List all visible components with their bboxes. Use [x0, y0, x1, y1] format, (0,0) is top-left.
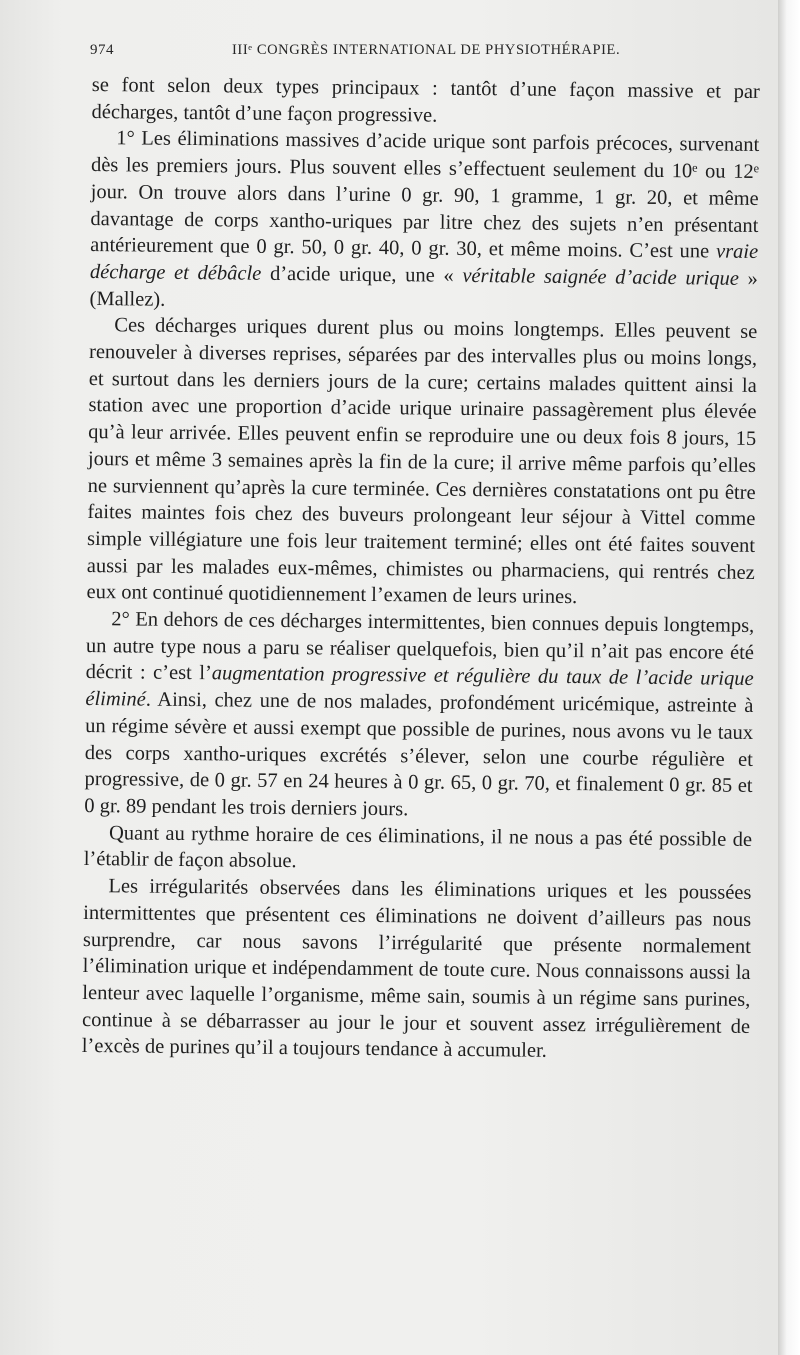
text-segment: Ces décharges uriques durent plus ou moins longtemps. Elles peuvent se renouveler à diverses reprises, séparées par des intervalles plus ou moins longs, et surtout dans les derniers jours de la cure; certains malades quittent ainsi la station avec une proportion d’acide urique urinaire passagèrement plus élevée qu’à leur arrivée. Elles peuvent enfin se reproduire une ou deux fois 8 jours, 15 jours et même 3 semaines après la fin de la cure; il arrive même parfois qu’elles ne surviennent qu’après la cure terminée. Ces dernières constatations ont pu être faites maintes fois chez des buveurs prolongeant leur séjour à Vittel comme simple villégiature une fois leur traitement terminé; elles ont été faites souvent aussi par les malades eux-mêmes, chimistes ou pharmaciens, qui rentrés chez eux ont continué quotidiennement l’examen de leurs urines. [86, 314, 758, 609]
running-head: IIIᵉ CONGRÈS INTERNATIONAL DE PHYSIOTHÉRAPIE. [232, 42, 621, 58]
page-header [90, 42, 750, 64]
paragraph [91, 72, 760, 132]
paragraph [89, 125, 759, 319]
text-segment: d’acide urique, une « [261, 262, 463, 287]
paragraph [82, 873, 752, 1067]
body-text [82, 72, 760, 1067]
italic-segment: augmentation progressive et régulière du taux de l’acide urique éliminé [85, 662, 754, 711]
text-segment: » (Mallez). [89, 267, 758, 311]
text-segment: . Ainsi, chez une de nos malades, profondément uricémique, astreinte à un régime sévère et aussi exempt que possible de purines, nous avons vu le taux des corps xantho-uriques excrétés s’élever, selon une courbe régulière et progressive, de 0 gr. 57 en 24 heures à 0 gr. 65, 0 gr. 70, et finalement 0 gr. 85 et 0 gr. 89 pendant les trois derniers jours. [84, 688, 754, 821]
text-segment: 2° En dehors de ces décharges intermittentes, bien connues depuis longtemps, un autre type nous a paru se réaliser quelquefois, bien qu’il n’ait pas encore été décrit : c’est l’ [85, 608, 755, 685]
italic-segment: vraie décharge et débâcle [89, 240, 759, 285]
text-segment: se font selon deux types principaux : tantôt d’une façon massive et par décharges, tantôt d’une façon progressive. [91, 73, 760, 127]
page-number: 974 [90, 42, 114, 58]
italic-segment: véritable saignée d’acide urique [462, 264, 740, 290]
text-segment: Quant au rythme horaire de ces éliminations, il ne nous a pas été possible de l’établir de façon absolue. [83, 821, 753, 873]
paragraph [84, 820, 753, 880]
paragraph [84, 606, 754, 827]
page-edge [778, 0, 800, 1355]
paragraph [86, 312, 757, 613]
text-segment: Les irrégularités observées dans les éliminations uriques et les poussées intermittentes que présentent ces éliminations ne doivent d’ailleurs pas nous surprendre, car nous savons l’irrégularité que présente normalement l’élimination urique et indépendamment de toute cure. Nous connaissons aussi la lenteur avec laquelle l’organisme, même sain, soumis à un régime sans purines, continue à se débarrasser au jour le jour et souvent assez irrégulièrement de l’excès de purines qu’il a toujours tendance à accumuler. [81, 875, 752, 1063]
text-segment: 1° Les éliminations massives d’acide urique sont parfois précoces, survenant dès les premiers jours. Plus souvent elles s’effectuent seulement du 10ᵉ ou 12ᵉ jour. On trouve alors dans l’urine 0 gr. 90, 1 gramme, 1 gr. 20, et même davantage de corps xantho-uriques par litre chez des sujets n’en présentant antérieurement que 0 gr. 50, 0 gr. 40, 0 gr. 30, et même moins. C’est une [90, 127, 760, 263]
